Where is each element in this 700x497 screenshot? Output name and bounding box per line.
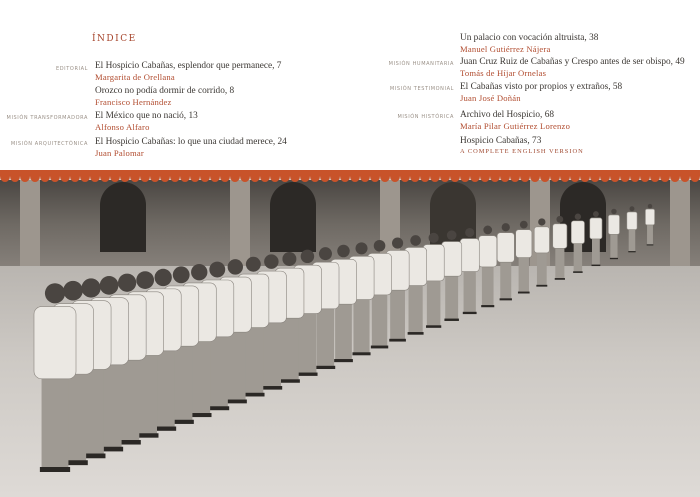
- boy-figure: [534, 218, 549, 286]
- scallop: [390, 170, 400, 182]
- boy-figure: [479, 226, 497, 308]
- scallop: [660, 170, 670, 182]
- head: [520, 221, 528, 229]
- toc-entry[interactable]: [460, 136, 584, 156]
- trousers: [537, 250, 547, 286]
- entry-title: Hospicio Cabañas, 73: [460, 136, 542, 146]
- scallop: [160, 170, 170, 182]
- scallop: [200, 170, 210, 182]
- scallop: [510, 170, 520, 182]
- photo-boys-in-line: [0, 170, 700, 497]
- scallop: [670, 170, 680, 182]
- scallop: [580, 170, 590, 182]
- head: [246, 257, 261, 272]
- shoes: [518, 292, 530, 294]
- head: [173, 266, 190, 283]
- shirt: [608, 215, 619, 234]
- shoes: [316, 366, 336, 369]
- head: [447, 230, 457, 240]
- head: [209, 262, 225, 278]
- head: [264, 254, 278, 268]
- shirt: [553, 224, 567, 248]
- scallop: [260, 170, 270, 182]
- scallop: [440, 170, 450, 182]
- head: [483, 226, 492, 235]
- boy-figure: [442, 230, 462, 321]
- shirt: [571, 221, 584, 244]
- trousers: [298, 308, 316, 374]
- trousers: [629, 228, 636, 252]
- shirt: [627, 212, 637, 230]
- scallop: [30, 170, 40, 182]
- trousers: [243, 322, 263, 395]
- trousers: [464, 268, 476, 313]
- scallop-group: [0, 170, 700, 182]
- head: [228, 259, 243, 274]
- head: [538, 218, 545, 225]
- scallop: [180, 170, 190, 182]
- trousers: [280, 313, 299, 381]
- shoes: [40, 467, 70, 472]
- boy-figure: [497, 223, 514, 300]
- entry-title: El México que no nació, 13: [95, 111, 198, 121]
- boy-figure: [590, 211, 602, 266]
- scallop: [350, 170, 360, 182]
- boy-figure: [608, 209, 619, 259]
- scallop: [120, 170, 130, 182]
- trousers: [592, 237, 600, 266]
- scallop: [610, 170, 620, 182]
- boy-figure: [516, 221, 532, 294]
- entry-author: Francisco Hernández: [95, 97, 172, 107]
- shirt: [442, 242, 462, 277]
- shoes: [426, 325, 441, 328]
- toc-entry[interactable]: [95, 137, 287, 159]
- scallop: [340, 170, 350, 182]
- trousers: [409, 282, 423, 334]
- shoes: [297, 373, 317, 376]
- scallop: [280, 170, 290, 182]
- shoes: [555, 278, 565, 280]
- scallop: [620, 170, 630, 182]
- scallop: [370, 170, 380, 182]
- scallop: [330, 170, 340, 182]
- head: [118, 274, 136, 292]
- line-of-boys: [0, 170, 700, 497]
- scalloped-edge: [0, 170, 700, 184]
- trousers: [445, 273, 458, 320]
- entry-author: Tomás de Híjar Ornelas: [460, 68, 547, 78]
- trousers: [372, 291, 387, 348]
- shoes: [536, 285, 547, 287]
- scallop: [150, 170, 160, 182]
- trousers: [353, 295, 369, 354]
- scallop: [270, 170, 280, 182]
- trousers: [647, 223, 653, 245]
- head: [465, 228, 474, 237]
- scallop: [10, 170, 20, 182]
- scallop: [530, 170, 540, 182]
- boy-figure: [460, 228, 479, 314]
- scallop: [320, 170, 330, 182]
- shoes: [389, 339, 406, 342]
- scallop: [400, 170, 410, 182]
- scallop: [540, 170, 550, 182]
- trousers: [610, 232, 617, 258]
- scallop: [80, 170, 90, 182]
- scallop: [560, 170, 570, 182]
- section-label: EDITORIAL: [55, 66, 88, 72]
- entry-author: Margarita de Orellana: [95, 72, 175, 82]
- head: [282, 252, 296, 266]
- head: [575, 214, 581, 220]
- entry-title: El Hospicio Cabañas: lo que una ciudad merece, 24: [95, 137, 287, 147]
- entry-extra: A COMPLETE ENGLISH VERSION: [460, 148, 584, 155]
- scallop: [480, 170, 490, 182]
- shirt: [34, 307, 76, 379]
- section-label: MISIÓN ARQUITECTÓNICA: [10, 141, 88, 147]
- head: [374, 240, 386, 252]
- head: [155, 269, 172, 286]
- boy-figure: [645, 204, 654, 246]
- shoes: [279, 379, 300, 382]
- head: [611, 209, 616, 214]
- entry-author: María Pilar Gutiérrez Lorenzo: [460, 121, 571, 131]
- trousers: [390, 286, 405, 340]
- head: [45, 283, 65, 303]
- scallop: [380, 170, 390, 182]
- shoes: [573, 271, 583, 273]
- scallop: [680, 170, 690, 182]
- shoes: [352, 352, 370, 355]
- scallop: [250, 170, 260, 182]
- trousers: [500, 259, 511, 299]
- scallop: [20, 170, 30, 182]
- entry-author: Alfonso Alfaro: [95, 122, 150, 132]
- entry-title: Orozco no podía dormir de corrido, 8: [95, 86, 235, 96]
- head: [136, 271, 154, 289]
- scallop: [640, 170, 650, 182]
- head: [319, 247, 332, 260]
- shoes: [408, 332, 424, 335]
- shoes: [334, 359, 353, 362]
- head: [556, 216, 563, 223]
- shirt: [516, 230, 532, 258]
- head: [630, 206, 635, 211]
- head: [301, 250, 314, 263]
- scallop: [460, 170, 470, 182]
- scallop: [70, 170, 80, 182]
- head: [337, 245, 350, 258]
- scallop: [110, 170, 120, 182]
- scallop: [500, 170, 510, 182]
- trousers: [519, 255, 529, 293]
- scallop: [490, 170, 500, 182]
- trousers: [335, 299, 352, 360]
- head: [100, 276, 119, 295]
- shoes: [444, 319, 459, 321]
- scallop: [360, 170, 370, 182]
- head: [410, 235, 421, 246]
- shirt: [479, 236, 497, 267]
- entry-author: Manuel Gutiérrez Nájera: [460, 44, 551, 54]
- head: [63, 281, 83, 301]
- trousers: [317, 304, 334, 368]
- shoes: [628, 251, 635, 252]
- entry-title: Juan Cruz Ruiz de Cabañas y Crespo antes de ser obispo, 49: [460, 57, 685, 67]
- entry-author: Juan Palomar: [95, 148, 144, 158]
- shoes: [371, 346, 388, 349]
- shoes: [610, 258, 618, 259]
- trousers: [225, 326, 246, 401]
- scallop: [240, 170, 250, 182]
- entry-title: Archivo del Hospicio, 68: [460, 110, 554, 120]
- trousers: [262, 317, 281, 388]
- toc-entry[interactable]: [460, 57, 685, 79]
- toc-entry[interactable]: [95, 86, 234, 108]
- head: [593, 211, 599, 217]
- shirt: [590, 218, 602, 239]
- scallop: [550, 170, 560, 182]
- scallop: [590, 170, 600, 182]
- scallop: [470, 170, 480, 182]
- trousers: [42, 371, 69, 470]
- entry-title: El Hospicio Cabañas, esplendor que permanece, 7: [95, 61, 282, 71]
- toc-entry[interactable]: [460, 33, 598, 55]
- toc-entry[interactable]: [460, 82, 622, 104]
- scallop: [170, 170, 180, 182]
- scallop: [520, 170, 530, 182]
- scallop: [140, 170, 150, 182]
- scallop: [60, 170, 70, 182]
- scallop: [600, 170, 610, 182]
- scallop: [50, 170, 60, 182]
- scallop: [220, 170, 230, 182]
- scallop: [230, 170, 240, 182]
- scallop: [90, 170, 100, 182]
- scallop: [130, 170, 140, 182]
- section-label: MISIÓN TRANSFORMADORA: [6, 115, 88, 121]
- scallop: [450, 170, 460, 182]
- head: [429, 233, 439, 243]
- section-label: MISIÓN HISTÓRICA: [397, 114, 454, 120]
- boy-figure: [627, 206, 637, 252]
- scallop: [570, 170, 580, 182]
- scallop: [650, 170, 660, 182]
- scallop: [630, 170, 640, 182]
- scallop: [290, 170, 300, 182]
- scallop: [410, 170, 420, 182]
- scallop: [690, 170, 700, 182]
- section-label: MISIÓN TESTIMONIAL: [389, 86, 454, 92]
- trousers: [574, 241, 582, 272]
- trousers: [555, 246, 564, 279]
- entry-title: El Cabañas visto por propios y extraños, 58: [460, 82, 623, 92]
- shirt: [645, 209, 654, 225]
- shoes: [647, 244, 654, 245]
- scallop: [420, 170, 430, 182]
- head: [191, 264, 207, 280]
- scallop: [310, 170, 320, 182]
- entry-title: Un palacio con vocación altruista, 38: [460, 33, 599, 43]
- shoes: [463, 312, 477, 314]
- trousers: [482, 264, 494, 307]
- scallop: [430, 170, 440, 182]
- head: [392, 238, 403, 249]
- head: [648, 204, 652, 208]
- shoes: [481, 305, 494, 307]
- head: [502, 223, 510, 231]
- scallop: [0, 170, 10, 182]
- scallop: [210, 170, 220, 182]
- entry-author: Juan José Doñán: [460, 93, 521, 103]
- section-label: MISIÓN HUMANITARIA: [388, 61, 454, 67]
- scallop: [300, 170, 310, 182]
- shirt: [460, 239, 479, 272]
- shoes: [261, 386, 283, 390]
- table-of-contents: [0, 0, 700, 170]
- toc-entry[interactable]: [95, 111, 198, 133]
- head: [81, 278, 100, 297]
- scallop: [100, 170, 110, 182]
- scallop: [190, 170, 200, 182]
- shirt: [497, 233, 514, 263]
- head: [355, 242, 367, 254]
- toc-entry[interactable]: [460, 110, 570, 132]
- index-heading: ÍNDICE: [92, 34, 137, 44]
- boys-group: [34, 204, 655, 472]
- toc-entry[interactable]: [95, 61, 281, 83]
- boy-figure: [553, 216, 567, 280]
- shirt: [534, 227, 549, 253]
- trousers: [427, 277, 441, 327]
- boy-figure: [571, 214, 584, 273]
- shoes: [500, 298, 512, 300]
- shoes: [592, 265, 601, 266]
- scallop: [40, 170, 50, 182]
